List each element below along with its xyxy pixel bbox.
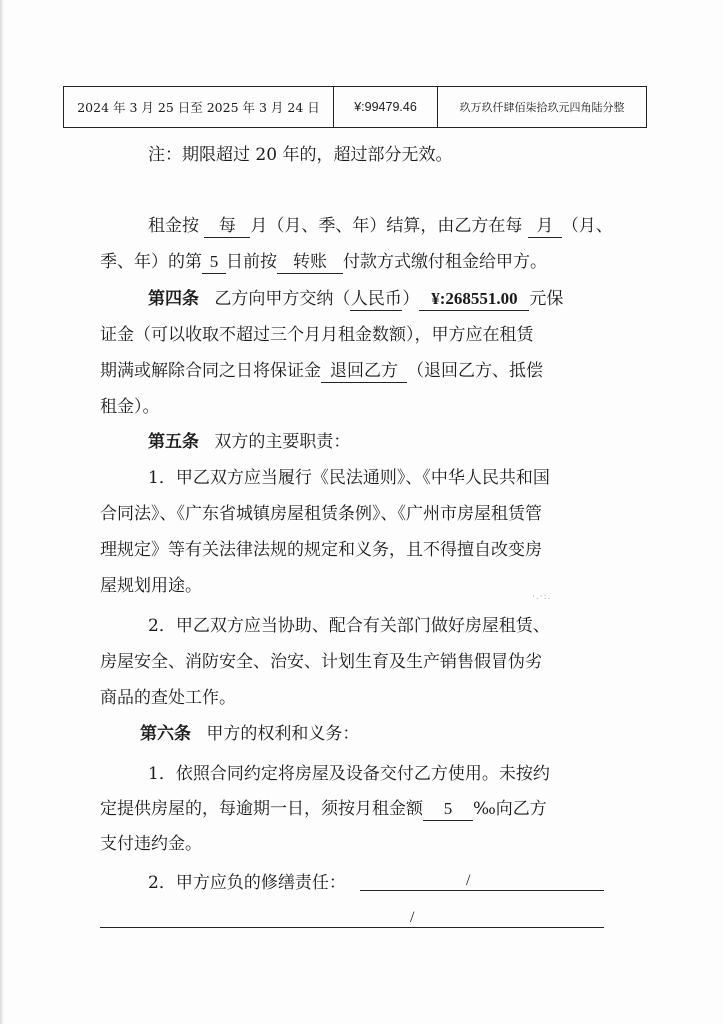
article5-p1-line-1: 1．甲乙双方应当履行《民法通则》、《中华人民共和国 (148, 468, 550, 488)
article5-title: 第五条 (148, 432, 199, 452)
article4-line-3 (100, 359, 723, 383)
article6-p1-line-3: 支付违约金。 (100, 834, 202, 854)
text: 月（月、季、年）结算，由乙方在每 (250, 216, 523, 236)
article5-heading: 双方的主要职责： (214, 432, 351, 452)
article6-p2-line-1: 2．甲方应负的修缮责任： (148, 873, 346, 893)
scan-edge (0, 0, 4, 1024)
article5-p1-line-4: 屋规划用途。 (100, 576, 202, 596)
article4-line-1 (148, 287, 723, 311)
article6-heading-line (140, 722, 723, 746)
text: ） (402, 289, 420, 309)
repair-responsibility-blank-2 (100, 927, 604, 928)
article4-line-4: 租金）。 (100, 397, 160, 417)
text: 乙方向甲方交纳（ (214, 289, 351, 309)
article5-p1-line-2: 合同法》、《广东省城镇房屋租赁条例》、《广州市房屋租赁管 (100, 504, 542, 524)
article4-line-2: 证金（可以收取不超过三个月月租金数额），甲方应在租赁 (100, 325, 534, 345)
article5-p2-line-3: 商品的查处工作。 (100, 688, 236, 708)
text: 租金按 (148, 216, 199, 236)
article5-p2-line-1: 2．甲乙双方应当协助、配合有关部门做好房屋租赁、 (148, 616, 550, 636)
penalty-rate-field: 5 (423, 798, 473, 821)
deposit-handling-field: 退回乙方 (321, 360, 407, 383)
payment-day-field: 5 (202, 251, 226, 274)
rent-payment-line-1 (148, 214, 723, 238)
article5-heading-line (148, 430, 723, 454)
article6-heading: 甲方的权利和义务： (206, 724, 360, 744)
text: 季、年）的第 (100, 252, 202, 272)
article6-p1-line-1: 1．依照合同约定将房屋及设备交付乙方使用。未按约 (148, 764, 550, 784)
article5-p2-line-2: 房屋安全、消防安全、治安、计划生育及生产销售假冒伪劣 (100, 652, 542, 672)
rent-amount-cell: ¥:99479.46 (334, 87, 438, 127)
rent-term-table (63, 86, 647, 128)
text: 定提供房屋的，每逾期一日，须按月租金额 (100, 799, 423, 819)
article6-title: 第六条 (140, 724, 191, 744)
scan-smudge: ·.·:. (532, 592, 552, 602)
settlement-cycle-field: 每 (204, 215, 250, 238)
text: 日前按 (226, 252, 277, 272)
repair-responsibility-blank-1 (360, 890, 604, 891)
rent-term-cell: 2024 年 3 月 25 日至 2025 年 3 月 24 日 (64, 87, 334, 127)
article4-title: 第四条 (148, 289, 199, 309)
term-note: 注：期限超过 20 年的，超过部分无效。 (148, 145, 453, 165)
text: 付款方式缴付租金给甲方。 (343, 252, 547, 272)
payment-cycle-field: 月 (528, 215, 562, 238)
deposit-amount-field: ¥:268551.00 (419, 288, 529, 311)
blank-slash-1: / (466, 872, 471, 889)
text: 元保 (529, 289, 564, 309)
text: 期满或解除合同之日将保证金 (100, 361, 321, 381)
article6-p1-line-2 (100, 797, 723, 821)
rent-amount-words-cell: 玖万玖仟肆佰柒拾玖元四角陆分整 (459, 101, 625, 114)
text: （退回乙方、抵偿 (407, 361, 543, 381)
article5-p1-line-3: 理规定》等有关法律法规的规定和义务，且不得擅自改变房 (100, 540, 542, 560)
text: ‰向乙方 (473, 799, 547, 819)
text: （月、 (561, 216, 613, 236)
blank-slash-2: / (410, 909, 415, 926)
currency-field: 人民币 (350, 289, 402, 309)
rent-payment-line-2 (100, 250, 723, 274)
payment-method-field: 转账 (277, 251, 343, 274)
